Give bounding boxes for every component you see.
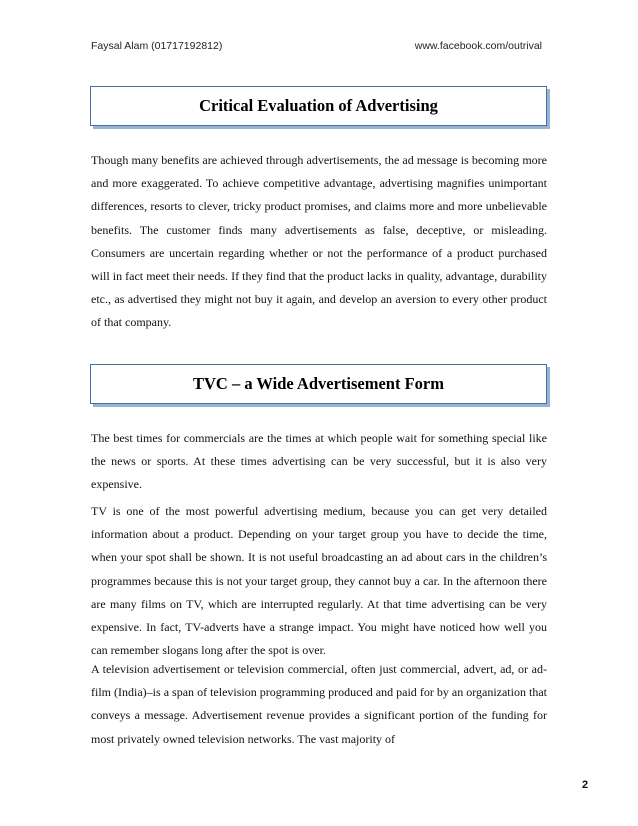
header-url: www.facebook.com/outrival <box>414 40 542 52</box>
section-title: Critical Evaluation of Advertising <box>199 96 438 115</box>
paragraph: A television advertisement or television commercial, often just commercial, advert, ad, or ad-film (India)–is a span of television programming produced and paid for by an organization that conveys a message. Advertisement revenue provides a significant portion of the funding for most privately owned television networks. The vast majority of <box>91 662 547 746</box>
section-heading-critical-evaluation <box>90 86 547 126</box>
paragraph: Though many benefits are achieved through advertisements, the ad message is becoming more and more exaggerated. To achieve competitive advantage, advertising magnifies unimportant differences, resorts to clever, tricky product promises, and claims more and more unbelievable benefits. The customer finds many advertisements as false, deceptive, or misleading. Consumers are uncertain regarding whether or not the performance of a product purchased will in fact meet their needs. If they find that the product lacks in quality, advantage, durability etc., as advertised they might not buy it again, and develop an aversion to every other product of that company. <box>91 153 547 330</box>
section-title: TVC – a Wide Advertisement Form <box>193 374 444 393</box>
paragraph: TV is one of the most powerful advertising medium, because you can get very detailed information about a product. Depending on your target group you have to decide the time, when your spot shall be shown. It is not useful broadcasting an ad about cars in the children’s programmes because this is not your target group, they cannot buy a car. In the afternoon there are many films on TV, which are interrupted regularly. At that time advertising can be very expensive. In fact, TV-adverts have a strange impact. You might have noticed how well you can remember slogans long after the spot is over. <box>91 504 547 658</box>
header-author: Faysal Alam (01717192812) <box>91 40 223 52</box>
paragraph: The best times for commercials are the times at which people wait for something special like the news or sports. At these times advertising can be very successful, but it is also very expensive. <box>91 431 547 492</box>
page-header <box>91 40 542 52</box>
page-number: 2 <box>582 779 589 791</box>
section-heading-tvc <box>90 364 547 404</box>
